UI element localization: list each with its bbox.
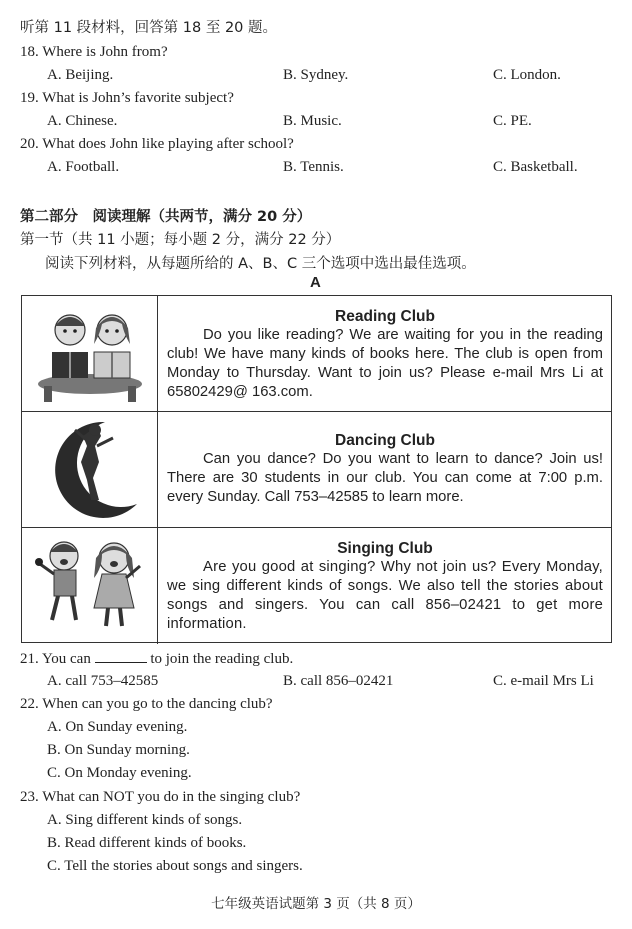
- club-row-dancing: [22, 412, 611, 528]
- question-18-stem: 18. Where is John from?: [20, 44, 168, 60]
- q21-blank: [95, 650, 147, 663]
- q19-option-a: A. Chinese.: [47, 113, 118, 129]
- club-text-cell: [159, 528, 611, 644]
- q20-option-c: C. Basketball.: [493, 159, 578, 175]
- q22-option-b: B. On Sunday morning.: [47, 742, 190, 758]
- q23-option-b: B. Read different kinds of books.: [47, 835, 247, 851]
- club-description: Are you good at singing? Why not join us? Every Monday, we sing different kinds of songs. We also tell the stories about songs and singers. You can call 856–02421 to get more information.: [167, 559, 603, 632]
- club-row-singing: [22, 528, 611, 644]
- club-row-reading: [22, 296, 611, 412]
- q19-option-b: B. Music.: [283, 113, 342, 129]
- club-description: Do you like reading? We are waiting for you in the reading club! We have many kinds of books here. The club is open from Monday to Thursday. Want to join us? Please e-mail Mrs Li at 65802429@ 163.com.: [167, 327, 603, 400]
- club-title: Reading Club: [335, 308, 435, 325]
- club-title: Dancing Club: [335, 432, 435, 449]
- listening-section-title: 听第 11 段材料，回答第 18 至 20 题。: [20, 20, 278, 36]
- club-description: Can you dance? Do you want to learn to dance? Join us! There are 30 students in our club. You can come at 7:00 p.m. every Sunday. Call 753–42585 to learn more.: [167, 451, 603, 505]
- q23-option-a: A. Sing different kinds of songs.: [47, 812, 243, 828]
- q22-option-c: C. On Monday evening.: [47, 765, 192, 781]
- q18-option-c: C. London.: [493, 67, 561, 83]
- q18-option-b: B. Sydney.: [283, 67, 349, 83]
- page-footer: 七年级英语试题第 3 页（共 8 页）: [211, 896, 421, 912]
- reading-kids-icon: [30, 304, 150, 404]
- question-20-stem: 20. What does John like playing after school?: [20, 136, 294, 152]
- reading-section-title: 第一节（共 11 小题；每小题 2 分，满分 22 分）: [20, 232, 341, 248]
- q19-option-c: C. PE.: [493, 113, 532, 129]
- q21-option-c: C. e-mail Mrs Li: [493, 673, 594, 689]
- club-title: Singing Club: [337, 540, 433, 557]
- question-23-stem: 23. What can NOT you do in the singing club?: [20, 789, 301, 805]
- question-21-stem: [20, 650, 293, 668]
- reading-part-title: 第二部分 阅读理解（共两节，满分 20 分）: [20, 209, 312, 225]
- dancer-moon-icon: [35, 416, 145, 524]
- reading-instruction: 阅读下列材料，从每题所给的 A、B、C 三个选项中选出最佳选项。: [45, 256, 476, 272]
- question-22-stem: 22. When can you go to the dancing club?: [20, 696, 273, 712]
- club-image-cell: [22, 412, 158, 527]
- q23-option-c: C. Tell the stories about songs and singers.: [47, 858, 303, 874]
- club-image-cell: [22, 296, 158, 411]
- passage-label: A: [310, 274, 321, 291]
- q22-option-a: A. On Sunday evening.: [47, 719, 188, 735]
- question-19-stem: 19. What is John’s favorite subject?: [20, 90, 234, 106]
- clubs-table: [21, 295, 612, 643]
- q21-option-a: A. call 753–42585: [47, 673, 159, 689]
- club-text-cell: [159, 412, 611, 527]
- club-image-cell: [22, 528, 158, 644]
- q21-stem-before: 21. You can: [20, 651, 91, 667]
- q21-stem-after: to join the reading club.: [150, 651, 294, 667]
- q20-option-b: B. Tennis.: [283, 159, 344, 175]
- q21-option-b: B. call 856–02421: [283, 673, 394, 689]
- q20-option-a: A. Football.: [47, 159, 120, 175]
- club-text-cell: [159, 296, 611, 411]
- singing-kids-icon: [30, 534, 150, 638]
- q18-option-a: A. Beijing.: [47, 67, 114, 83]
